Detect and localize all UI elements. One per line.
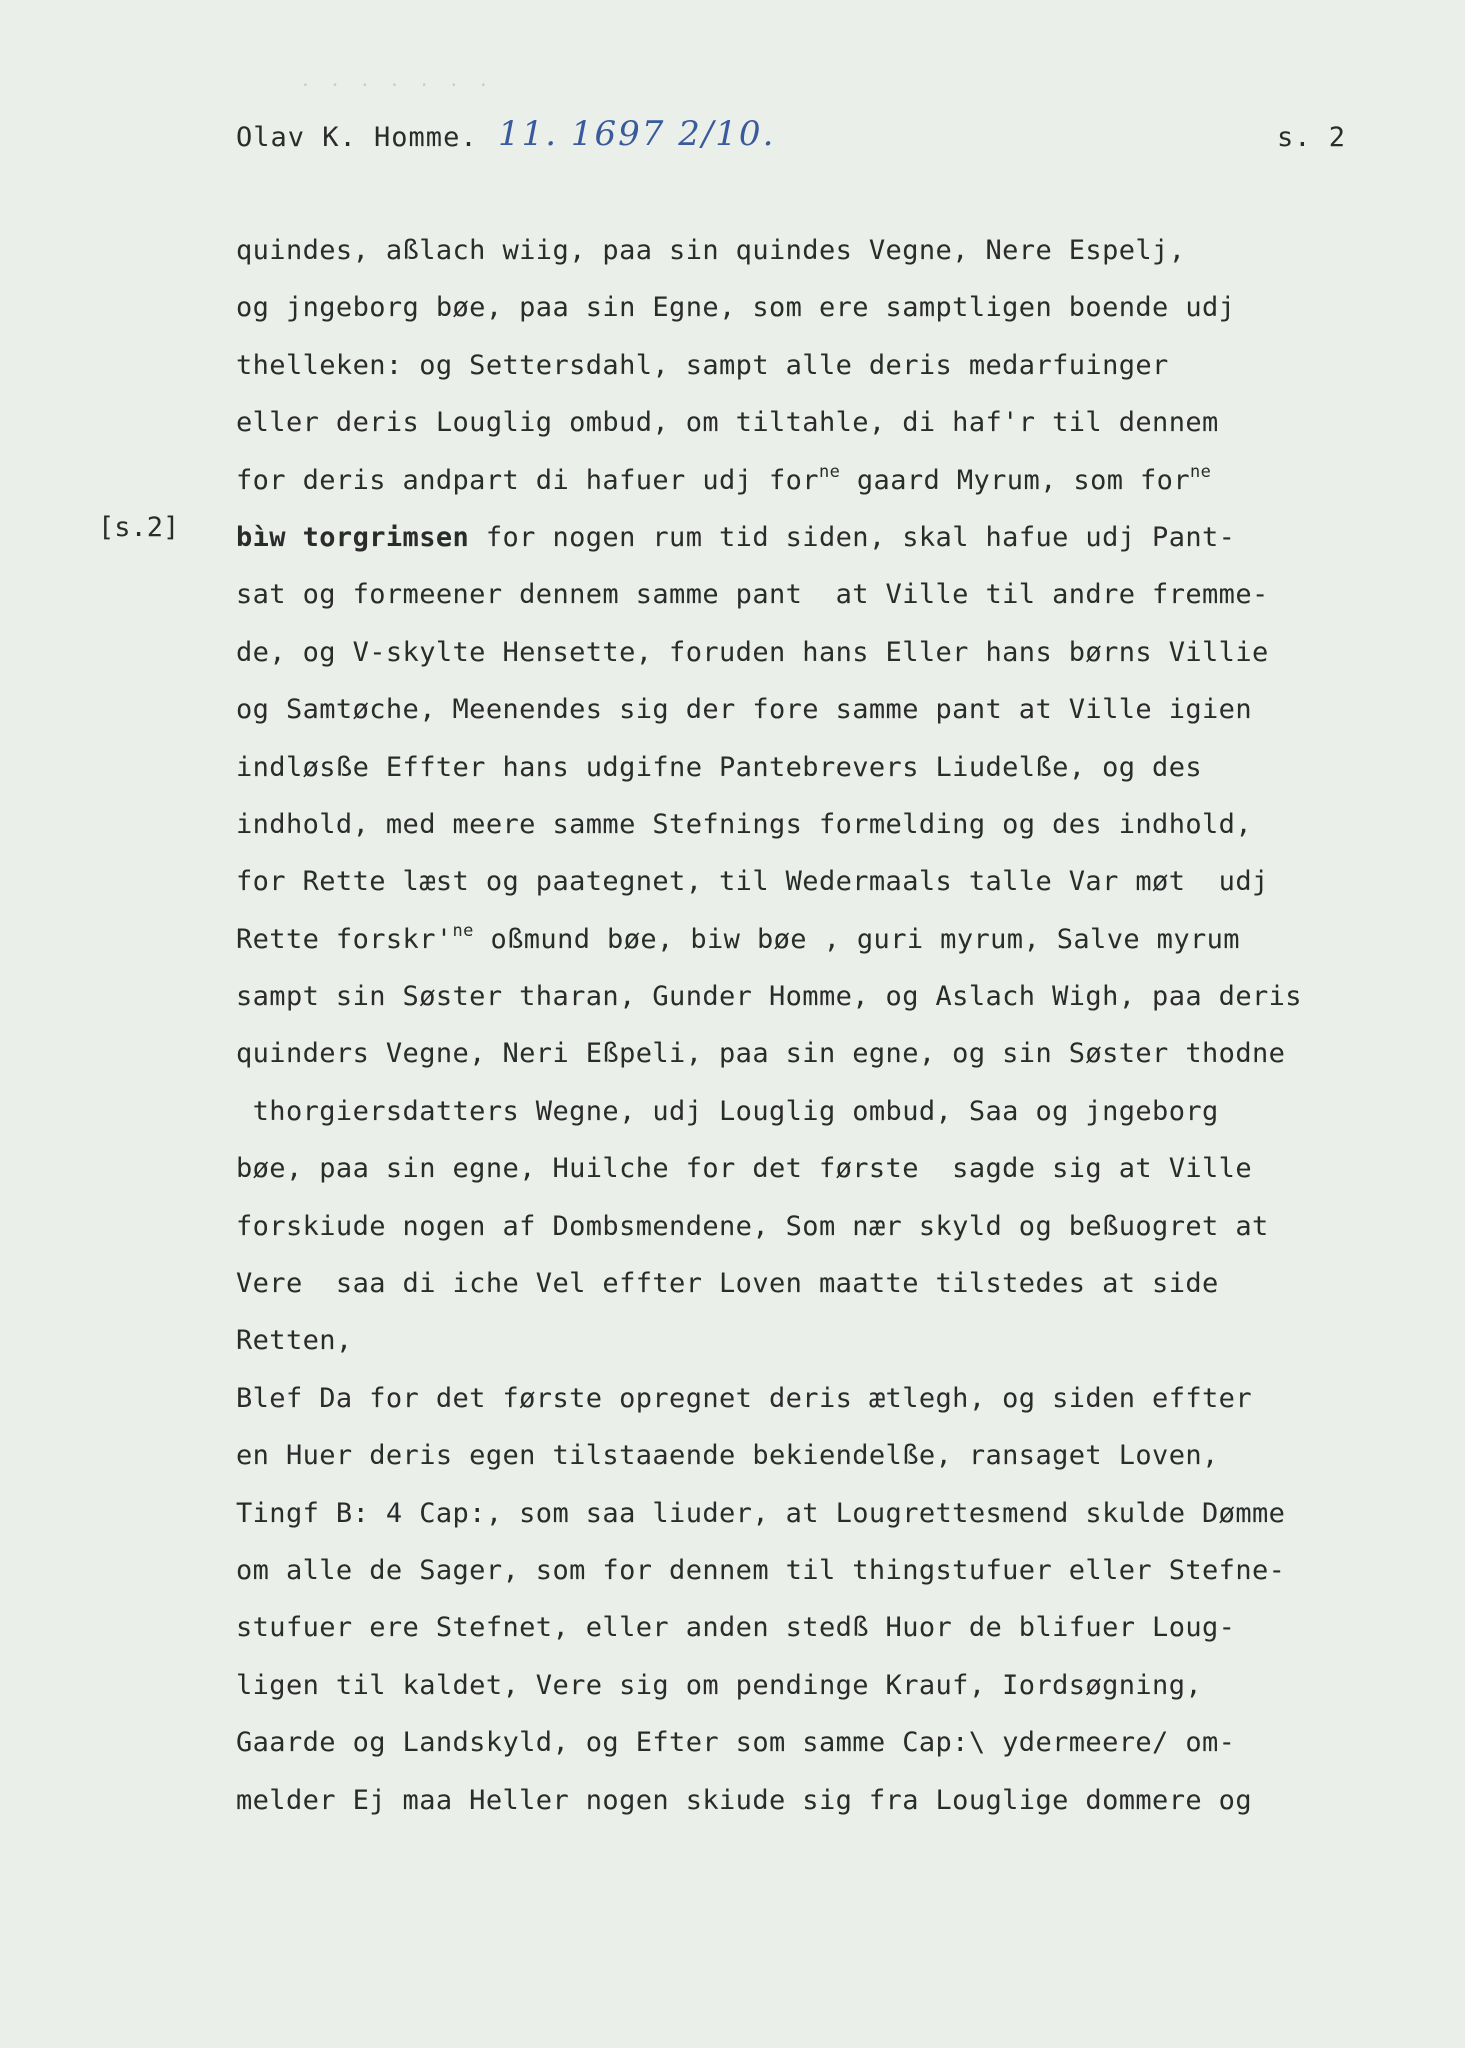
text-line: sat og formeener dennem samme pant at Ville til andre fremme- <box>236 579 1269 611</box>
bold-name: bìw torgrimsen <box>236 521 470 553</box>
text-line: indløsße Effter hans udgifne Pantebrevers Liudelße, og des <box>236 751 1203 783</box>
text-line: thelleken: og Settersdahl, sampt alle deris medarfuinger <box>236 349 1169 381</box>
text-line: for deris andpart di hafuer udj for$^{ne}$ gaard Myrum, som for$^{ne}$ <box>236 461 1212 496</box>
text-line: Gaarde og Landskyld, og Efter som samme Cap:\ ydermeere/ om- <box>236 1727 1236 1759</box>
text-line: indhold, med meere samme Stefnings formelding og des indhold, <box>236 808 1252 840</box>
text-line: bøe, paa sin egne, Huilche for det første sagde sig at Ville <box>236 1153 1252 1185</box>
text-line: Rette $forskr'^{ne}$ oßmund bøe, biw bøe , guri myrum, Salve myrum <box>236 920 1240 955</box>
text-line: Retten, <box>236 1325 353 1357</box>
text-line: bìw torgrimsen for nogen rum tid siden, skal hafue udj Pant- <box>236 521 1236 553</box>
text-line: quinders Vegne, Neri Eßpeli, paa sin egne, og sin Søster thodne <box>236 1038 1286 1070</box>
handwritten-date: 11. 1697 2/10. <box>498 114 776 154</box>
text-line: sampt sin Søster tharan, Gunder Homme, og Aslach Wigh, paa deris <box>236 981 1302 1013</box>
superscript-abbrev: ne <box>452 920 474 941</box>
superscript-abbrev: ne <box>818 461 841 482</box>
text-line: Blef Da for det første opregnet deris ætlegh, og siden effter <box>236 1382 1252 1414</box>
text-line: quindes, aßlach wiig, paa sin quindes Vegne, Nere Espelj, <box>236 235 1186 266</box>
faint-bleed-through: · · · · · · · <box>300 75 493 96</box>
text-line: og Samtøche, Meenendes sig der fore samme pant at Ville igien <box>236 694 1252 726</box>
transcription-body <box>236 222 1366 1829</box>
text-line: thorgiersdatters Wegne, udj Louglig ombud, Saa og jngeborg <box>236 1095 1219 1127</box>
text-line: eller deris Louglig ombud, om tiltahle, di haf'r til dennem <box>236 407 1219 439</box>
text-line: om alle de Sager, som for dennem til thingstufuer eller Stefne- <box>236 1554 1286 1586</box>
text-line: stufuer ere Stefnet, eller anden stedß Huor de blifuer Loug- <box>236 1612 1236 1644</box>
header-name: Olav K. Homme. <box>236 122 478 153</box>
page-reference: s. 2 <box>1276 122 1346 153</box>
text-line: ligen til kaldet, Vere sig om pendinge Krauf, Iordsøgning, <box>236 1669 1203 1701</box>
page-header <box>236 114 1346 158</box>
text-line: Tingf B: 4 Cap:, som saa liuder, at Lougrettesmend skulde Dømme <box>236 1497 1286 1529</box>
text-line: forskiude nogen af Dombsmendene, Som nær skyld og beßuogret at <box>236 1210 1269 1242</box>
text-line: en Huer deris egen tilstaaende bekiendelße, ransaget Loven, <box>236 1440 1219 1472</box>
text-line: og jngeborg bøe, paa sin Egne, som ere samptligen boende udj <box>236 292 1236 324</box>
text-line: de, og V-skylte Hensette, foruden hans Eller hans børns Villie <box>236 636 1269 668</box>
text-line: melder Ej maa Heller nogen skiude sig fra Louglige dommere og <box>236 1784 1252 1816</box>
text-line: Vere saa di iche Vel effter Loven maatte tilstedes at side <box>236 1268 1219 1300</box>
superscript-abbrev: ne <box>1190 461 1212 482</box>
text-line: for Rette læst og paategnet, til Wedermaals talle Var møt udj <box>236 866 1269 898</box>
margin-page-reference: [s.2] <box>98 512 180 543</box>
